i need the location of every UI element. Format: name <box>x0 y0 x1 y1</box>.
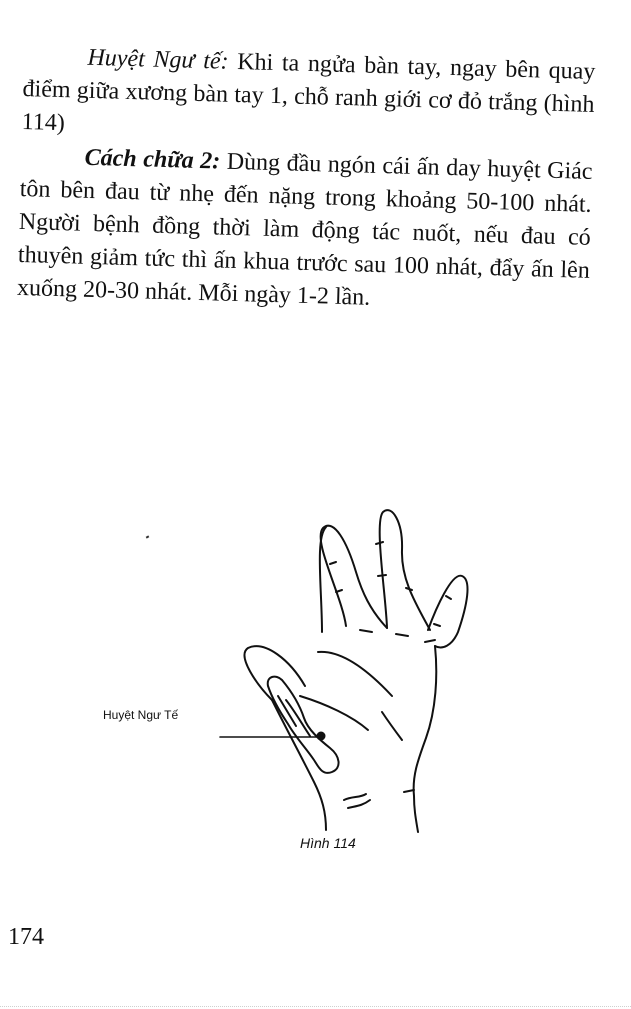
hand-illustration <box>90 500 510 870</box>
page-bottom-edge <box>0 1006 631 1008</box>
palm-crease <box>318 652 392 696</box>
wrist-crease <box>344 794 366 800</box>
finger-crease <box>378 575 386 576</box>
palm-crease <box>300 696 368 730</box>
finger-crease <box>360 630 372 632</box>
finger-crease <box>446 596 451 599</box>
paragraph-cach-chua-2 <box>17 140 593 321</box>
paragraph-text: Dùng đầu ngón cái ấn day huyệt Giác tôn bên đau từ nhẹ đến nặng trong khoảng 50-100 nhát. Người bệnh đồng thời làm động tác nuốt, nếu đau có thuyên giảm tức thì ấn khua trước sau 100 nhát, đẩy ấn lên xuống 20-30 nhát. Mỗi ngày 1-2 lần. <box>16 148 593 311</box>
paragraph-huyet-ngu-te <box>21 40 596 155</box>
body-text <box>17 40 596 322</box>
hand-figure <box>90 500 510 870</box>
acupoint-dot <box>317 732 326 741</box>
palm-right-edge <box>414 646 437 832</box>
middle-finger-outline <box>321 526 387 628</box>
finger-crease <box>330 562 336 564</box>
ring-finger-outline <box>380 510 430 630</box>
finger-crease <box>434 624 440 626</box>
pinky-finger-outline <box>428 576 468 648</box>
finger-crease <box>376 542 383 544</box>
thumb-outline <box>245 646 305 700</box>
acupoint-label: Huyệt Ngư Tế <box>103 708 179 722</box>
finger-crease <box>406 588 412 590</box>
wrist-crease <box>348 800 370 808</box>
page-number: 174 <box>8 924 44 950</box>
figure-caption: Hình 114 <box>300 835 356 851</box>
palm-crease <box>382 712 402 740</box>
wrist-crease <box>404 790 414 792</box>
finger-crease <box>425 640 435 642</box>
index-finger-outline <box>320 527 326 632</box>
term-cach-chua-2: Cách chữa 2: <box>84 144 221 175</box>
finger-crease <box>396 634 408 636</box>
term-huyet-ngu-te: Huyệt Ngư tế: <box>87 44 229 75</box>
paragraph-text: Khi ta ngửa bàn tay, ngay bên quay điểm giữa xương bàn tay 1, chỗ ranh giới cơ đỏ trắng (hình 114) <box>21 48 596 137</box>
